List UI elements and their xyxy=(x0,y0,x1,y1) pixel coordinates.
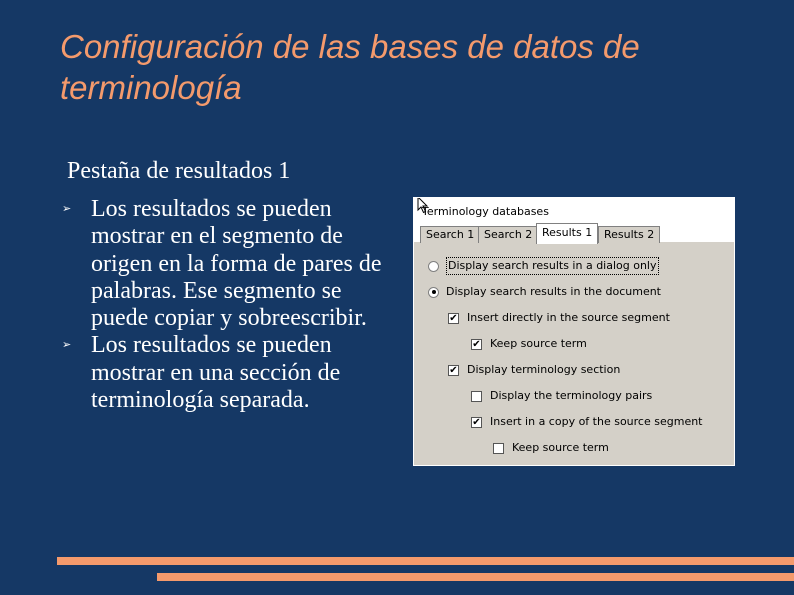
option-in-document[interactable] xyxy=(428,284,661,300)
option-label: Display the terminology pairs xyxy=(490,389,653,402)
option-dialog-only[interactable] xyxy=(428,258,659,274)
radio-button[interactable] xyxy=(428,261,439,272)
option-label: Insert in a copy of the source segment xyxy=(490,415,703,428)
arrow-bullet-icon: ➢ xyxy=(62,203,72,215)
radio-button-selected[interactable] xyxy=(428,287,439,298)
checkbox-checked[interactable]: ✔ xyxy=(449,312,458,324)
footer-accent-bar xyxy=(57,557,794,565)
bullet-text: Los resultados se pueden mostrar en una sección de terminología separada. xyxy=(91,332,341,414)
dialog-header xyxy=(414,198,734,242)
dialog-title: Terminology databases xyxy=(422,205,549,218)
footer-accent-bar xyxy=(157,573,794,581)
option-label: Keep source term xyxy=(512,441,609,454)
bullet-text: Los resultados se pueden mostrar en el segmento de origen en la forma de pares de palabras. Ese segmento se puede copiar y sobreescribir. xyxy=(91,196,382,332)
tab-search-1[interactable]: Search 1 xyxy=(420,226,480,243)
bullet-item xyxy=(62,332,396,414)
option-label: Display search results in the document xyxy=(446,285,661,298)
option-insert-copy[interactable] xyxy=(471,414,703,430)
option-label: Display search results in a dialog only xyxy=(446,257,659,275)
option-display-section[interactable] xyxy=(448,362,620,378)
arrow-bullet-icon: ➢ xyxy=(62,339,72,352)
bullet-list xyxy=(62,196,396,414)
tab-search-2[interactable]: Search 2 xyxy=(478,226,538,243)
slide-subtitle: Pestaña de resultados 1 xyxy=(67,158,291,184)
option-keep-source-term-1[interactable] xyxy=(471,336,587,352)
option-label: Display terminology section xyxy=(467,363,621,376)
tab-results-2[interactable]: Results 2 xyxy=(598,226,660,243)
terminology-dialog-screenshot xyxy=(413,197,735,466)
option-insert-directly[interactable] xyxy=(448,310,670,326)
checkbox-checked[interactable]: ✔ xyxy=(472,338,481,350)
option-display-pairs[interactable] xyxy=(471,388,652,404)
option-label: Keep source term xyxy=(490,337,587,350)
tab-results-1[interactable]: Results 1 xyxy=(536,223,598,244)
bullet-item xyxy=(62,196,396,332)
checkbox-unchecked[interactable] xyxy=(471,391,482,402)
option-label: Insert directly in the source segment xyxy=(467,311,670,324)
checkbox-checked[interactable]: ✔ xyxy=(449,364,458,376)
option-keep-source-term-2[interactable] xyxy=(493,440,609,456)
slide-title: Configuración de las bases de datos de terminología xyxy=(60,28,640,106)
checkbox-checked[interactable]: ✔ xyxy=(472,416,481,428)
checkbox-unchecked[interactable] xyxy=(493,443,504,454)
